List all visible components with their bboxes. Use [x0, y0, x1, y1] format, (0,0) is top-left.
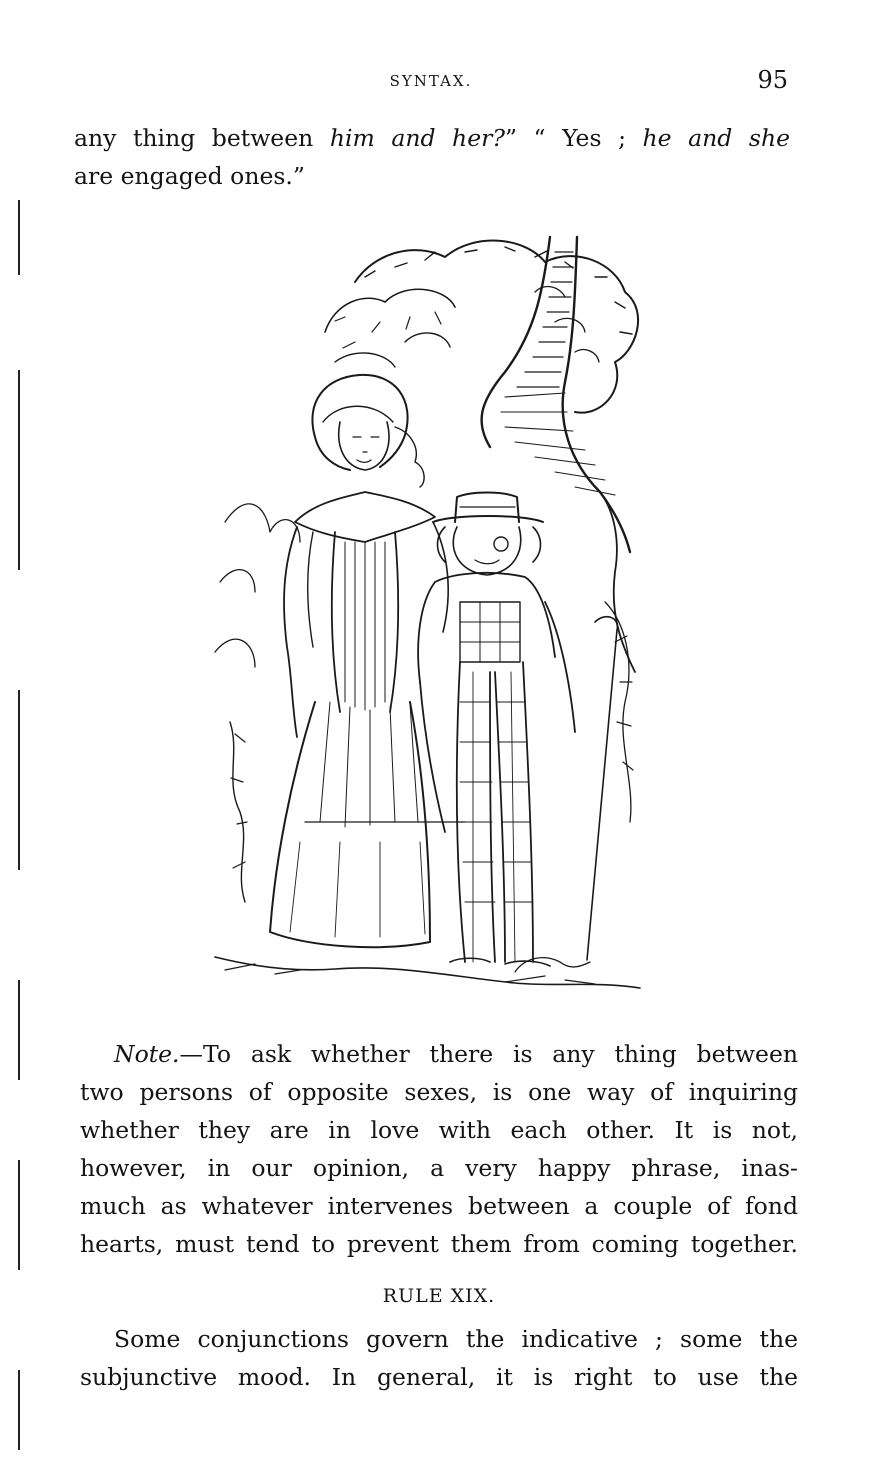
- scan-edge-line: [18, 980, 20, 1080]
- running-head: [74, 66, 788, 100]
- scan-edge-line: [18, 1370, 20, 1450]
- rule-paragraph: [80, 1320, 798, 1396]
- scan-edge-line: [18, 370, 20, 570]
- text-line: much as whatever intervenes between a couple of fond: [80, 1192, 798, 1220]
- text-line: whether they are in love with each other. It is not,: [80, 1116, 798, 1144]
- page-number: 95: [757, 66, 788, 94]
- scan-edge-line: [18, 690, 20, 870]
- text-line: are engaged ones.”: [74, 162, 305, 190]
- engraving-couple-under-tree-icon: [205, 222, 655, 1002]
- text-line: two persons of opposite sexes, is one way of inquiring: [80, 1078, 798, 1106]
- text-line: Some conjunctions govern the indicative ; some the: [114, 1325, 798, 1353]
- top-paragraph: [74, 119, 790, 195]
- note-paragraph: [80, 1035, 798, 1263]
- rule-heading: RULE XIX.: [382, 1285, 496, 1307]
- text-line: hearts, must tend to prevent them from coming together.: [80, 1230, 798, 1258]
- note-label: Note.: [114, 1040, 180, 1068]
- text-line: Note.—To ask whether there is any thing between: [114, 1040, 798, 1068]
- text-line: any thing between him and her?” “ Yes ; he and she: [74, 124, 790, 152]
- scan-edge-line: [18, 1160, 20, 1270]
- text-line: however, in our opinion, a very happy phrase, inas-: [80, 1154, 798, 1182]
- scan-edge-line: [18, 200, 20, 275]
- running-title: SYNTAX.: [389, 72, 473, 90]
- text-line: subjunctive mood. In general, it is right to use the: [80, 1363, 798, 1391]
